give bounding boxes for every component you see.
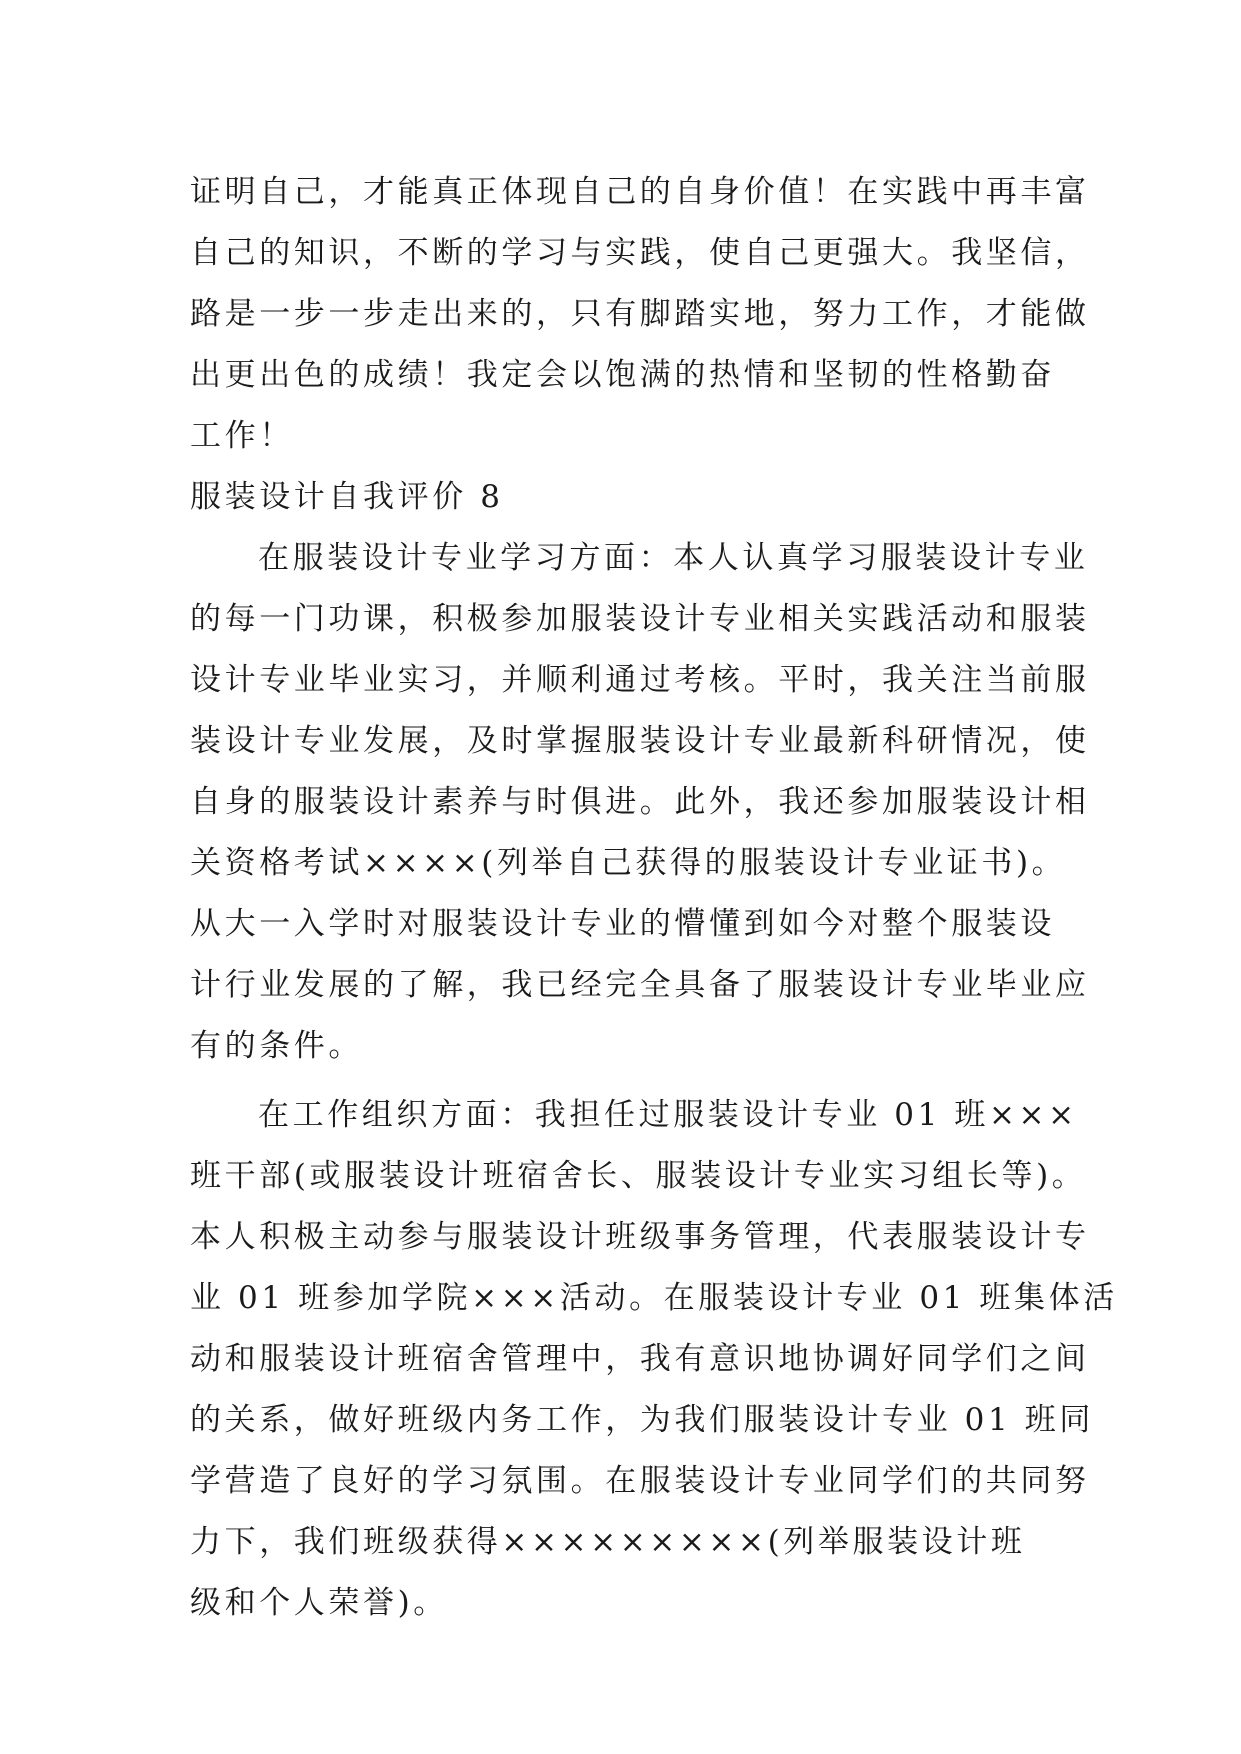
text-line: 本人积极主动参与服装设计班级事务管理，代表服装设计专 bbox=[190, 1219, 1090, 1255]
text-line: 业 01 班参加学院×××活动。在服装设计专业 01 班集体活 bbox=[190, 1280, 1118, 1316]
text-line: 学营造了良好的学习氛围。在服装设计专业同学们的共同努 bbox=[190, 1463, 1090, 1499]
text-line: 有的条件。 bbox=[190, 1028, 363, 1064]
text-line: 的关系，做好班级内务工作，为我们服装设计专业 01 班同 bbox=[190, 1402, 1094, 1438]
text-line: 自身的服装设计素养与时俱进。此外，我还参加服装设计相 bbox=[190, 784, 1090, 820]
text-line: 路是一步一步走出来的，只有脚踏实地，努力工作，才能做 bbox=[190, 296, 1090, 332]
document-body bbox=[190, 162, 1118, 1634]
text-line: 级和个人荣誉)。 bbox=[190, 1585, 448, 1621]
text-line: 设计专业毕业实习，并顺利通过考核。平时，我关注当前服 bbox=[190, 662, 1090, 698]
text-line: 在工作组织方面：我担任过服装设计专业 01 班××× bbox=[258, 1097, 1078, 1133]
text-line: 班干部(或服装设计班宿舍长、服装设计专业实习组长等)。 bbox=[190, 1158, 1087, 1194]
text-line: 工作！ bbox=[190, 418, 294, 454]
text-line: 计行业发展的了解，我已经完全具备了服装设计专业毕业应 bbox=[190, 967, 1090, 1003]
text-line: 关资格考试××××(列举自己获得的服装设计专业证书)。 bbox=[190, 845, 1067, 881]
study-paragraph bbox=[190, 528, 1090, 1077]
text-line: 从大一入学时对服装设计专业的懵懂到如今对整个服装设 bbox=[190, 906, 1055, 942]
intro-paragraph bbox=[190, 162, 1090, 467]
text-line: 装设计专业发展，及时掌握服装设计专业最新科研情况，使 bbox=[190, 723, 1090, 759]
text-line: 力下，我们班级获得×××××××××(列举服装设计班 bbox=[190, 1524, 1026, 1560]
text-line: 证明自己，才能真正体现自己的自身价值！在实践中再丰富 bbox=[190, 174, 1090, 210]
work-paragraph bbox=[190, 1085, 1118, 1634]
text-line: 动和服装设计班宿舍管理中，我有意识地协调好同学们之间 bbox=[190, 1341, 1090, 1377]
text-line: 的每一门功课，积极参加服装设计专业相关实践活动和服装 bbox=[190, 601, 1090, 637]
text-line: 自己的知识，不断的学习与实践，使自己更强大。我坚信， bbox=[190, 235, 1090, 271]
text-line: 出更出色的成绩！我定会以饱满的热情和坚韧的性格勤奋 bbox=[190, 357, 1055, 393]
paragraph-spacer bbox=[190, 1077, 1070, 1085]
text-line: 在服装设计专业学习方面：本人认真学习服装设计专业 bbox=[258, 540, 1089, 576]
section-heading: 服装设计自我评价 8 bbox=[190, 479, 504, 515]
